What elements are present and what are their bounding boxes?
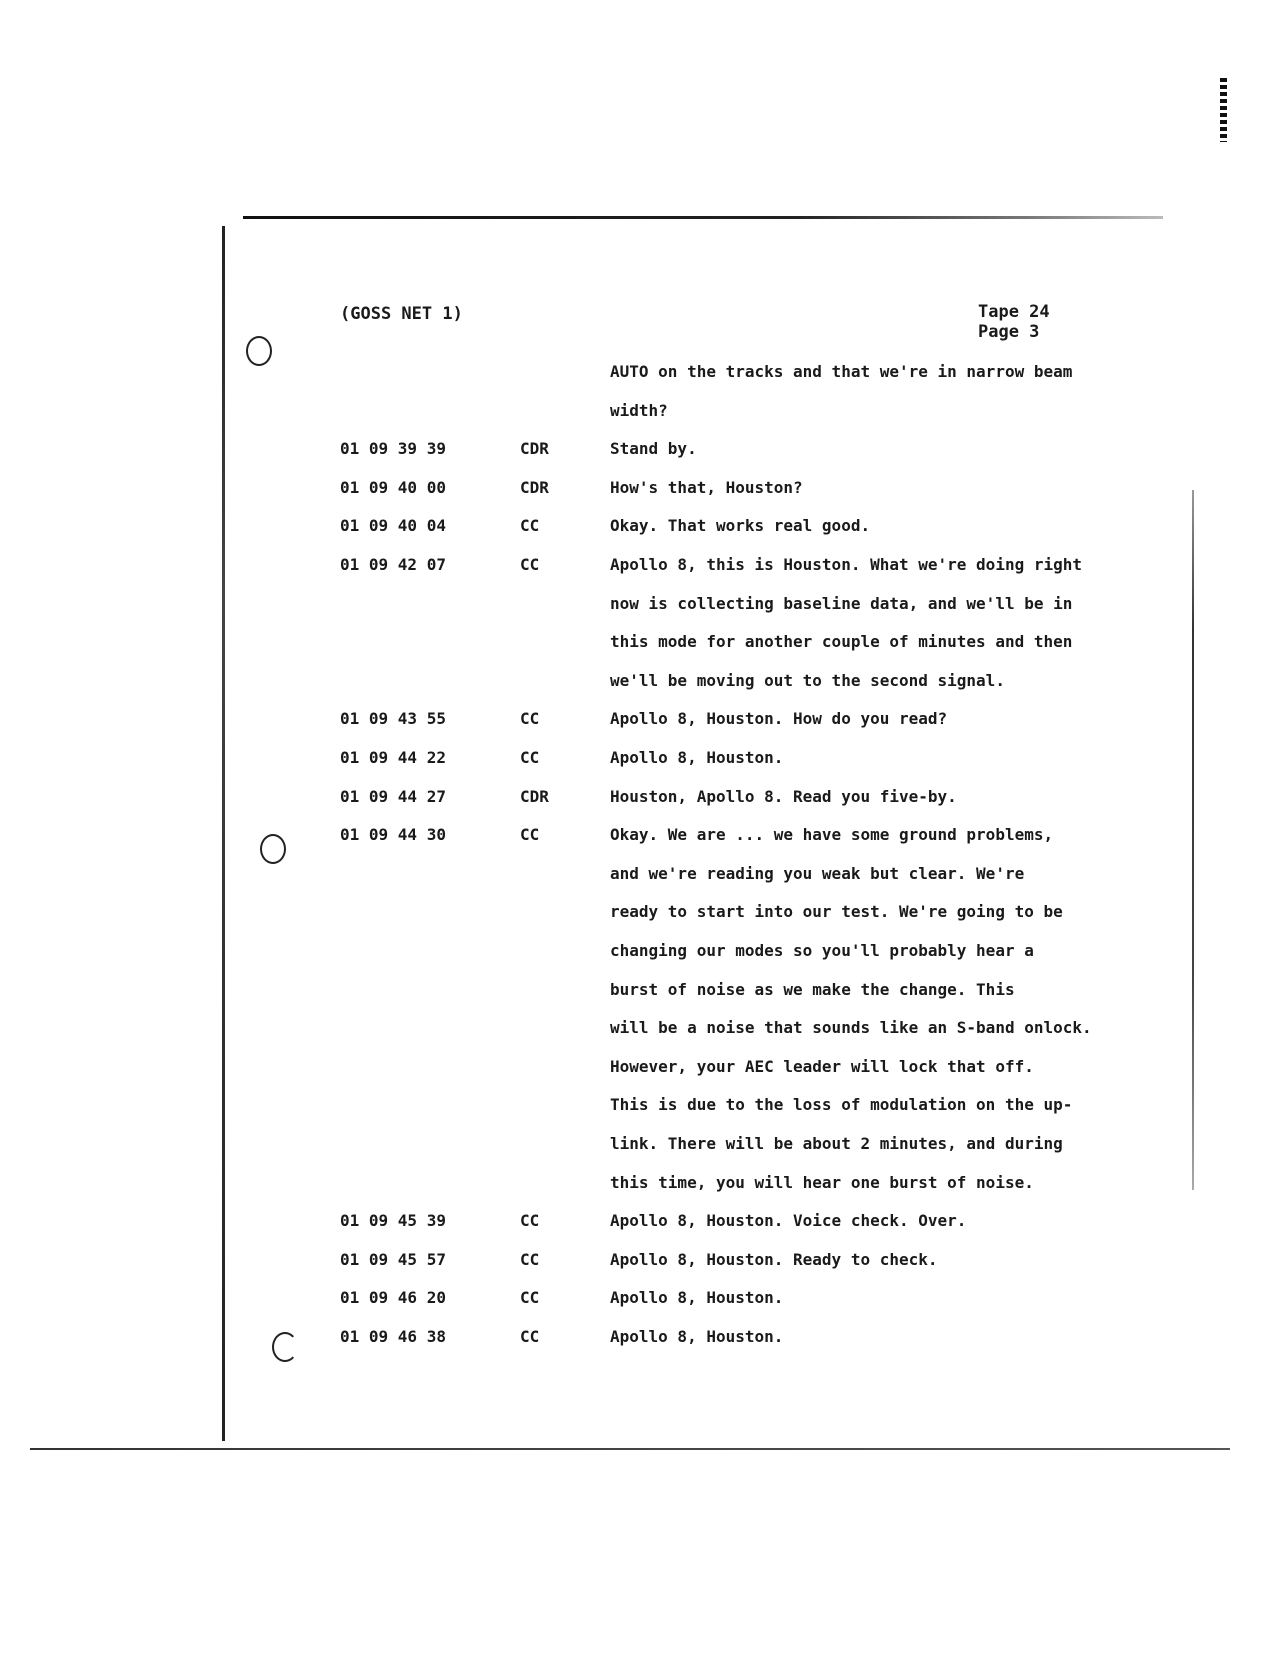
transcript-line: changing our modes so you'll probably hear a	[610, 941, 1034, 960]
speaker: CC	[520, 748, 540, 767]
net-label: (GOSS NET 1)	[340, 304, 463, 324]
tape-number: Tape 24	[978, 302, 1050, 322]
transcript-line: Houston, Apollo 8. Read you five-by.	[610, 787, 957, 806]
transcript-line: This is due to the loss of modulation on the up-	[610, 1095, 1073, 1114]
speaker: CC	[520, 516, 540, 535]
transcript-line: will be a noise that sounds like an S-band onlock.	[610, 1018, 1092, 1037]
speaker: CC	[520, 709, 540, 728]
transcript-line: now is collecting baseline data, and we'll be in	[610, 594, 1073, 613]
timestamp: 01 09 40 04	[340, 516, 446, 535]
timestamp: 01 09 44 27	[340, 787, 446, 806]
corner-registration-mark	[1220, 78, 1227, 142]
speaker: CC	[520, 555, 540, 574]
transcript-line: Apollo 8, Houston.	[610, 748, 784, 767]
timestamp: 01 09 40 00	[340, 478, 446, 497]
top-border-line	[243, 216, 1163, 219]
bottom-border-line	[30, 1448, 1230, 1450]
speaker: CC	[520, 1250, 540, 1269]
timestamp: 01 09 44 30	[340, 825, 446, 844]
left-border-line	[222, 226, 225, 1441]
timestamp: 01 09 45 57	[340, 1250, 446, 1269]
transcript-line: this time, you will hear one burst of noise.	[610, 1173, 1034, 1192]
transcript-line: Apollo 8, Houston. Ready to check.	[610, 1250, 938, 1269]
binder-hole-icon	[260, 834, 286, 864]
timestamp: 01 09 45 39	[340, 1211, 446, 1230]
speaker: CDR	[520, 439, 549, 458]
transcript-line: Apollo 8, this is Houston. What we're doing right	[610, 555, 1083, 574]
page-number: Page 3	[978, 322, 1040, 342]
transcript-line: Apollo 8, Houston. Voice check. Over.	[610, 1211, 967, 1230]
transcript-line: AUTO on the tracks and that we're in narrow beam	[610, 362, 1073, 381]
transcript-line: Apollo 8, Houston.	[610, 1288, 784, 1307]
transcript-line: this mode for another couple of minutes and then	[610, 632, 1073, 651]
speaker: CDR	[520, 478, 549, 497]
transcript-line: we'll be moving out to the second signal.	[610, 671, 1005, 690]
transcript-line: and we're reading you weak but clear. We're	[610, 864, 1025, 883]
binder-hole-icon	[246, 336, 272, 366]
tape-page-label	[978, 302, 1050, 342]
timestamp: 01 09 43 55	[340, 709, 446, 728]
transcript-line: However, your AEC leader will lock that off.	[610, 1057, 1034, 1076]
timestamp: 01 09 39 39	[340, 439, 446, 458]
transcript-line: ready to start into our test. We're going to be	[610, 902, 1063, 921]
speaker: CC	[520, 1327, 540, 1346]
speaker: CDR	[520, 787, 549, 806]
transcript-line: width?	[610, 401, 668, 420]
transcript-line: Okay. We are ... we have some ground problems,	[610, 825, 1054, 844]
speaker: CC	[520, 825, 540, 844]
timestamp: 01 09 46 20	[340, 1288, 446, 1307]
transcript-line: burst of noise as we make the change. This	[610, 980, 1015, 999]
speaker: CC	[520, 1288, 540, 1307]
timestamp: 01 09 46 38	[340, 1327, 446, 1346]
timestamp: 01 09 42 07	[340, 555, 446, 574]
transcript-line: Apollo 8, Houston. How do you read?	[610, 709, 948, 728]
binder-hole-icon	[272, 1332, 298, 1362]
timestamp: 01 09 44 22	[340, 748, 446, 767]
transcript-line: How's that, Houston?	[610, 478, 803, 497]
speaker: CC	[520, 1211, 540, 1230]
transcript-line: Stand by.	[610, 439, 697, 458]
transcript-line: Okay. That works real good.	[610, 516, 871, 535]
right-border-line	[1192, 490, 1194, 1190]
transcript-line: link. There will be about 2 minutes, and during	[610, 1134, 1063, 1153]
transcript-line: Apollo 8, Houston.	[610, 1327, 784, 1346]
